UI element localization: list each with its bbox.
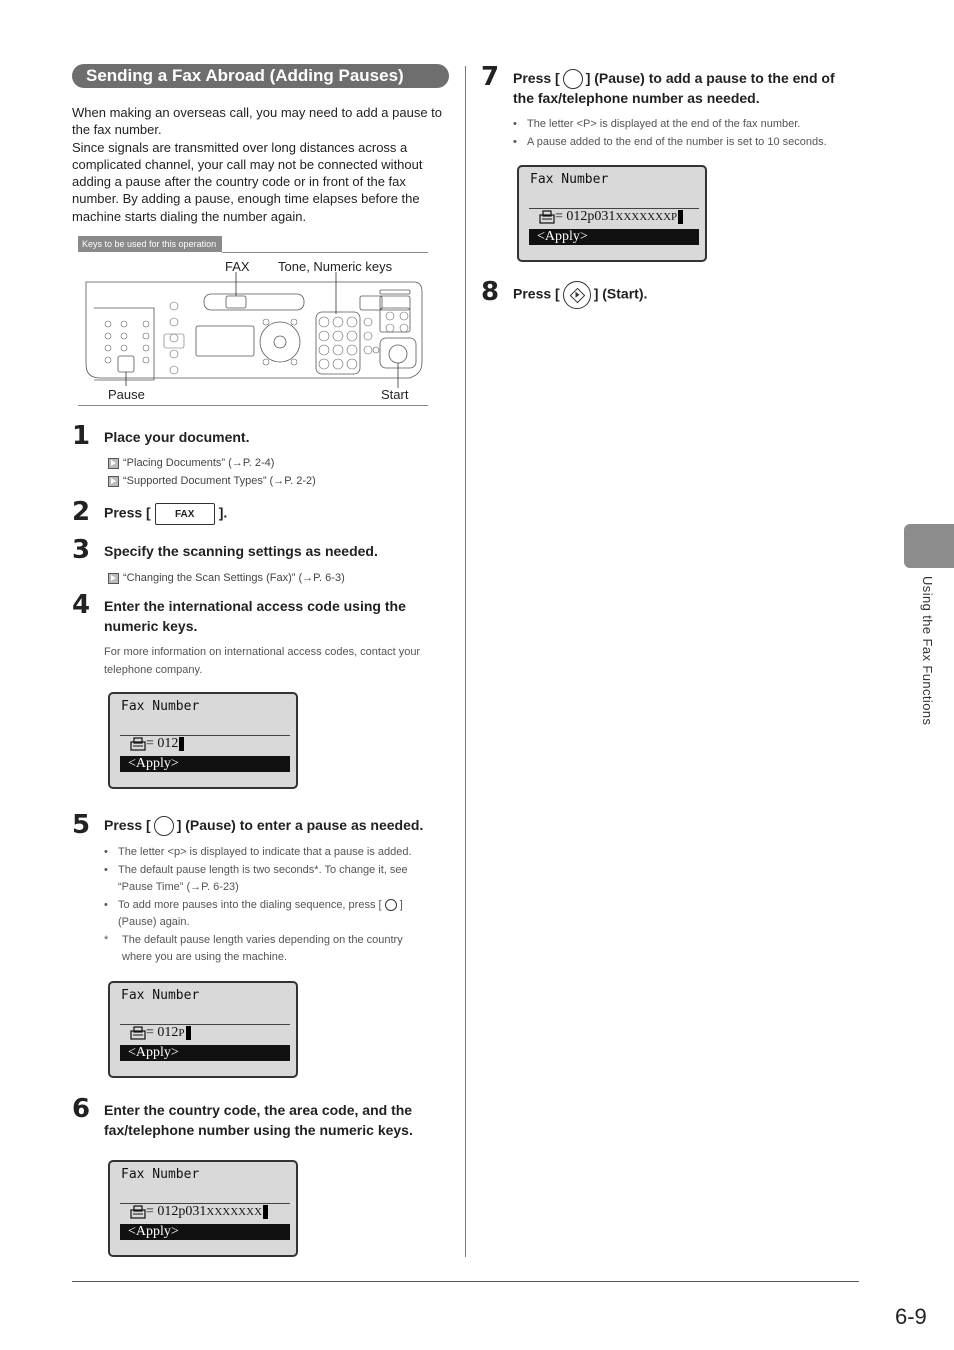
lcd-apply-option: <Apply>: [529, 229, 699, 245]
reference-arrow-icon: [108, 573, 119, 584]
reference-link[interactable]: [108, 475, 316, 487]
step-title: [104, 503, 227, 525]
step-text: ].: [218, 504, 228, 521]
lcd-title: Fax Number: [121, 1167, 200, 1182]
step-number: 7: [481, 62, 500, 92]
lcd-screen: [108, 692, 298, 789]
text-cursor: [186, 1026, 191, 1040]
step-text: Press [: [104, 817, 151, 833]
step-title-line: fax/telephone number using the numeric keys.: [104, 1121, 413, 1138]
step-number: 4: [72, 590, 91, 620]
bullet-item: [104, 844, 444, 862]
bullet-text: A pause added to the end of the number is set to 10 seconds.: [527, 135, 827, 148]
fax-machine-icon: [130, 1205, 146, 1219]
step-title-line: the fax/telephone number as needed.: [513, 90, 760, 107]
lcd-title: Fax Number: [121, 699, 200, 714]
lcd-value-pause: P: [178, 1027, 185, 1039]
column-divider: [465, 66, 466, 1257]
step-bullets: [104, 844, 444, 967]
intro-paragraph-2: Since signals are transmitted over long distances across a complicated channel, your call may not be connected without adding a pause after the country code or in front of the fax number. By adding a pause, enough time elapses before the machine starts dialing the number again.: [72, 139, 423, 224]
footer-rule: [72, 1281, 859, 1282]
lcd-value-digits: XXXXXXXP: [615, 211, 678, 223]
text-cursor: [678, 210, 683, 224]
bullet-text-line: “Pause Time” (→P. 6-23): [118, 881, 239, 893]
lcd-value-text: = 012: [146, 736, 179, 751]
fax-key-label: FAX: [225, 259, 250, 274]
fax-key-icon: FAX: [155, 503, 215, 525]
bullet-item: [513, 134, 853, 152]
fax-machine-icon: [130, 1026, 146, 1040]
lcd-apply-option: <Apply>: [120, 1045, 290, 1061]
lcd-fax-number: [130, 1025, 191, 1041]
step-number: 1: [72, 421, 91, 451]
step-bullets: [513, 116, 853, 151]
step-title-line: Enter the international access code using the: [104, 598, 406, 614]
lcd-screen: [108, 981, 298, 1078]
step-title: [104, 597, 406, 636]
note-line: telephone company.: [104, 663, 203, 676]
step-text: ] (Pause) to enter a pause as needed.: [176, 817, 424, 833]
step-number: 8: [481, 277, 500, 307]
lcd-fax-number: [130, 1204, 268, 1220]
diagram-top-rule: [222, 252, 428, 253]
start-diamond-icon: [569, 288, 585, 304]
step-number: 5: [72, 810, 91, 840]
lcd-apply-option: <Apply>: [120, 756, 290, 772]
footnote: [104, 932, 444, 967]
step-number: 6: [72, 1094, 91, 1124]
reference-text: “Changing the Scan Settings (Fax)” (→P. 6-3): [123, 572, 345, 584]
control-panel-illustration: [80, 272, 430, 390]
bullet-item: [513, 116, 853, 134]
reference-arrow-icon: [108, 458, 119, 469]
step-text: ] (Pause) to add a pause to the end of: [585, 70, 835, 86]
footnote-text: [122, 932, 403, 967]
step-text: Press [: [104, 504, 151, 521]
bullet-text: [118, 862, 408, 897]
lcd-title: Fax Number: [530, 172, 609, 187]
bullet-text-line: To add more pauses into the dialing sequence, press [: [118, 898, 382, 911]
pause-key-icon: [563, 69, 583, 89]
bullet-text: The letter <p> is displayed to indicate that a pause is added.: [118, 846, 412, 858]
step-title: Specify the scanning settings as needed.: [104, 543, 378, 559]
step-title: Place your document.: [104, 429, 250, 445]
text-cursor: [263, 1205, 268, 1219]
step-text: Press [: [513, 70, 560, 86]
bullet-item: [104, 897, 444, 932]
step-title-line: Enter the country code, the area code, and the: [104, 1102, 413, 1118]
reference-text: “Placing Documents” (→P. 2-4): [123, 457, 275, 469]
start-key-icon: [563, 281, 591, 309]
keys-used-tag: Keys to be used for this operation: [78, 236, 222, 252]
lcd-value-text: = 012p031: [555, 209, 616, 224]
step-title: [513, 69, 835, 109]
reference-arrow-icon: [108, 476, 119, 487]
bullet-dot: •: [513, 118, 517, 130]
note-line: For more information on international access codes, contact your: [104, 646, 421, 658]
lcd-value-text: = 012: [146, 1025, 179, 1040]
text-cursor: [179, 737, 184, 751]
lcd-screen: [108, 1160, 298, 1257]
bullet-dot: •: [104, 846, 108, 858]
intro-text: [72, 104, 450, 225]
reference-link[interactable]: [108, 572, 345, 584]
lcd-apply-option: <Apply>: [120, 1224, 290, 1240]
step-text: Press [: [513, 285, 560, 302]
lcd-value-digits: XXXXXXX: [206, 1206, 263, 1218]
start-key-label: Start: [381, 387, 409, 402]
step-note: [104, 644, 420, 679]
reference-text: “Supported Document Types” (→P. 2-2): [123, 475, 316, 487]
step-title-line: numeric keys.: [104, 617, 198, 634]
bullet-text-line: ]: [399, 898, 403, 911]
bullet-text: The letter <P> is displayed at the end of the fax number.: [527, 118, 801, 130]
footnote-star: *: [104, 933, 109, 946]
diagram-bottom-rule: [78, 405, 428, 406]
fax-machine-icon: [130, 737, 146, 751]
intro-paragraph-1: When making an overseas call, you may need to add a pause to the fax number.: [72, 105, 442, 138]
lcd-fax-number: [539, 209, 683, 225]
step-number: 3: [72, 535, 91, 565]
pause-key-label: Pause: [108, 387, 145, 402]
fax-machine-icon: [539, 210, 555, 224]
pause-key-icon: [385, 899, 397, 911]
bullet-text-line: The default pause length is two seconds*. To change it, see: [118, 863, 408, 876]
lcd-value-text: = 012p031: [146, 1204, 207, 1219]
bullet-text: [118, 897, 403, 932]
page-number: 6-9: [895, 1304, 927, 1329]
chapter-tab: [904, 524, 954, 568]
footnote-line: The default pause length varies depending on the country: [122, 933, 403, 946]
bullet-dot: •: [513, 135, 517, 148]
step-title: [513, 281, 647, 309]
lcd-screen: [517, 165, 707, 262]
pause-key-icon: [154, 816, 174, 836]
bullet-dot: •: [104, 863, 108, 876]
chapter-tab-label: Using the Fax Functions: [920, 576, 935, 726]
lcd-fax-number: [130, 736, 184, 752]
step-text: ] (Start).: [593, 285, 648, 302]
lcd-title: Fax Number: [121, 988, 200, 1003]
footnote-line: where you are using the machine.: [122, 951, 288, 963]
bullet-dot: •: [104, 898, 108, 911]
step-title: [104, 816, 423, 836]
tone-numeric-keys-label: Tone, Numeric keys: [278, 259, 393, 274]
step-title: [104, 1101, 413, 1140]
step-number: 2: [72, 497, 91, 527]
reference-link[interactable]: [108, 457, 274, 469]
section-heading: Sending a Fax Abroad (Adding Pauses): [72, 64, 449, 88]
bullet-text-line: (Pause) again.: [118, 916, 190, 928]
bullet-item: [104, 862, 444, 897]
